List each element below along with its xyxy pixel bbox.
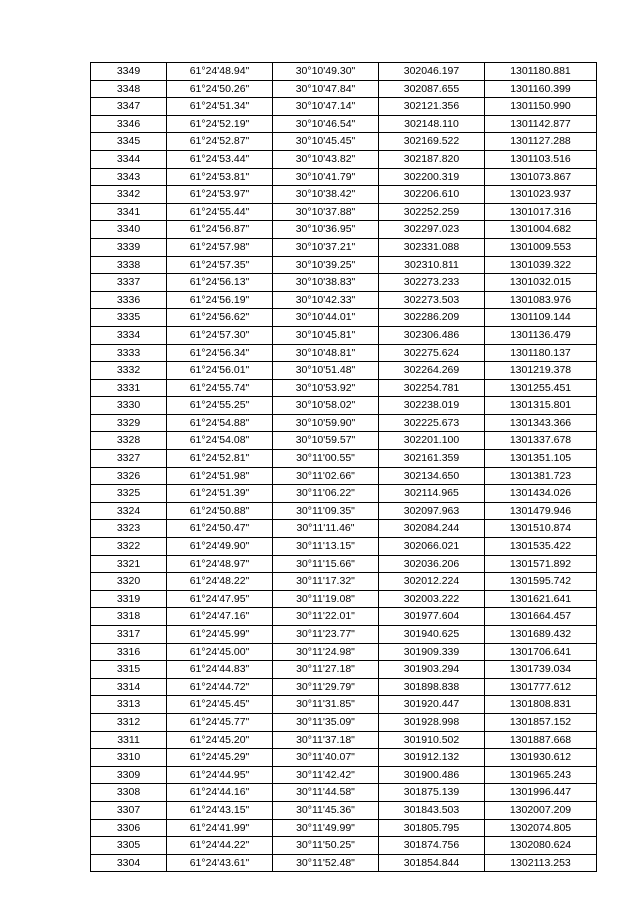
y-coordinate-cell: 1301160.399 bbox=[485, 80, 597, 98]
table-row bbox=[91, 150, 597, 168]
longitude-cell: 30°10'49.30" bbox=[273, 63, 379, 81]
y-coordinate-cell: 1301887.668 bbox=[485, 731, 597, 749]
longitude-cell: 30°11'09.35" bbox=[273, 502, 379, 520]
point-number-cell: 3322 bbox=[91, 538, 167, 556]
longitude-cell: 30°11'06.22" bbox=[273, 485, 379, 503]
table-row bbox=[91, 274, 597, 292]
point-number-cell: 3310 bbox=[91, 749, 167, 767]
latitude-cell: 61°24'56.01" bbox=[167, 362, 273, 380]
longitude-cell: 30°10'47.14" bbox=[273, 98, 379, 116]
table-row bbox=[91, 854, 597, 872]
longitude-cell: 30°11'50.25" bbox=[273, 837, 379, 855]
y-coordinate-cell: 1302074.805 bbox=[485, 819, 597, 837]
longitude-cell: 30°10'41.79" bbox=[273, 168, 379, 186]
x-coordinate-cell: 302084.244 bbox=[379, 520, 485, 538]
y-coordinate-cell: 1301571.892 bbox=[485, 555, 597, 573]
table-row bbox=[91, 379, 597, 397]
table-row bbox=[91, 326, 597, 344]
y-coordinate-cell: 1301479.946 bbox=[485, 502, 597, 520]
table-row bbox=[91, 467, 597, 485]
latitude-cell: 61°24'50.47" bbox=[167, 520, 273, 538]
longitude-cell: 30°10'38.83" bbox=[273, 274, 379, 292]
x-coordinate-cell: 302297.023 bbox=[379, 221, 485, 239]
x-coordinate-cell: 302087.655 bbox=[379, 80, 485, 98]
longitude-cell: 30°11'23.77" bbox=[273, 626, 379, 644]
table-row bbox=[91, 115, 597, 133]
y-coordinate-cell: 1301180.137 bbox=[485, 344, 597, 362]
point-number-cell: 3335 bbox=[91, 309, 167, 327]
latitude-cell: 61°24'54.88" bbox=[167, 414, 273, 432]
table-row bbox=[91, 555, 597, 573]
latitude-cell: 61°24'56.13" bbox=[167, 274, 273, 292]
longitude-cell: 30°11'13.15" bbox=[273, 538, 379, 556]
x-coordinate-cell: 301977.604 bbox=[379, 608, 485, 626]
y-coordinate-cell: 1301510.874 bbox=[485, 520, 597, 538]
longitude-cell: 30°10'39.25" bbox=[273, 256, 379, 274]
point-number-cell: 3339 bbox=[91, 238, 167, 256]
longitude-cell: 30°11'11.46" bbox=[273, 520, 379, 538]
y-coordinate-cell: 1301032.015 bbox=[485, 274, 597, 292]
x-coordinate-cell: 302206.610 bbox=[379, 186, 485, 204]
point-number-cell: 3343 bbox=[91, 168, 167, 186]
longitude-cell: 30°10'37.21" bbox=[273, 238, 379, 256]
table-row bbox=[91, 309, 597, 327]
coordinates-table bbox=[90, 62, 597, 872]
point-number-cell: 3314 bbox=[91, 678, 167, 696]
latitude-cell: 61°24'51.98" bbox=[167, 467, 273, 485]
longitude-cell: 30°11'15.66" bbox=[273, 555, 379, 573]
latitude-cell: 61°24'45.45" bbox=[167, 696, 273, 714]
y-coordinate-cell: 1301136.479 bbox=[485, 326, 597, 344]
longitude-cell: 30°10'36.95" bbox=[273, 221, 379, 239]
x-coordinate-cell: 302161.359 bbox=[379, 450, 485, 468]
point-number-cell: 3319 bbox=[91, 590, 167, 608]
x-coordinate-cell: 302148.110 bbox=[379, 115, 485, 133]
latitude-cell: 61°24'52.87" bbox=[167, 133, 273, 151]
latitude-cell: 61°24'53.44" bbox=[167, 150, 273, 168]
table-row bbox=[91, 713, 597, 731]
x-coordinate-cell: 302134.650 bbox=[379, 467, 485, 485]
point-number-cell: 3342 bbox=[91, 186, 167, 204]
longitude-cell: 30°11'45.36" bbox=[273, 801, 379, 819]
point-number-cell: 3309 bbox=[91, 766, 167, 784]
latitude-cell: 61°24'55.44" bbox=[167, 203, 273, 221]
table-row bbox=[91, 749, 597, 767]
x-coordinate-cell: 302097.963 bbox=[379, 502, 485, 520]
x-coordinate-cell: 301875.139 bbox=[379, 784, 485, 802]
point-number-cell: 3324 bbox=[91, 502, 167, 520]
longitude-cell: 30°10'43.82" bbox=[273, 150, 379, 168]
longitude-cell: 30°11'49.99" bbox=[273, 819, 379, 837]
y-coordinate-cell: 1301857.152 bbox=[485, 713, 597, 731]
y-coordinate-cell: 1301808.831 bbox=[485, 696, 597, 714]
x-coordinate-cell: 302187.820 bbox=[379, 150, 485, 168]
x-coordinate-cell: 302036.206 bbox=[379, 555, 485, 573]
y-coordinate-cell: 1301621.641 bbox=[485, 590, 597, 608]
table-row bbox=[91, 590, 597, 608]
longitude-cell: 30°10'51.48" bbox=[273, 362, 379, 380]
latitude-cell: 61°24'53.97" bbox=[167, 186, 273, 204]
x-coordinate-cell: 301928.998 bbox=[379, 713, 485, 731]
y-coordinate-cell: 1301996.447 bbox=[485, 784, 597, 802]
longitude-cell: 30°11'22.01" bbox=[273, 608, 379, 626]
y-coordinate-cell: 1301180.881 bbox=[485, 63, 597, 81]
y-coordinate-cell: 1302080.624 bbox=[485, 837, 597, 855]
y-coordinate-cell: 1301965.243 bbox=[485, 766, 597, 784]
latitude-cell: 61°24'43.15" bbox=[167, 801, 273, 819]
point-number-cell: 3341 bbox=[91, 203, 167, 221]
table-row bbox=[91, 661, 597, 679]
y-coordinate-cell: 1301689.432 bbox=[485, 626, 597, 644]
latitude-cell: 61°24'55.25" bbox=[167, 397, 273, 415]
y-coordinate-cell: 1301930.612 bbox=[485, 749, 597, 767]
latitude-cell: 61°24'48.94" bbox=[167, 63, 273, 81]
x-coordinate-cell: 301909.339 bbox=[379, 643, 485, 661]
table-row bbox=[91, 608, 597, 626]
x-coordinate-cell: 302238.019 bbox=[379, 397, 485, 415]
y-coordinate-cell: 1301434.026 bbox=[485, 485, 597, 503]
latitude-cell: 61°24'56.34" bbox=[167, 344, 273, 362]
longitude-cell: 30°10'47.84" bbox=[273, 80, 379, 98]
point-number-cell: 3321 bbox=[91, 555, 167, 573]
point-number-cell: 3318 bbox=[91, 608, 167, 626]
x-coordinate-cell: 302273.233 bbox=[379, 274, 485, 292]
longitude-cell: 30°11'52.48" bbox=[273, 854, 379, 872]
y-coordinate-cell: 1301039.322 bbox=[485, 256, 597, 274]
point-number-cell: 3336 bbox=[91, 291, 167, 309]
point-number-cell: 3307 bbox=[91, 801, 167, 819]
x-coordinate-cell: 302310.811 bbox=[379, 256, 485, 274]
x-coordinate-cell: 302225.673 bbox=[379, 414, 485, 432]
table-row bbox=[91, 538, 597, 556]
point-number-cell: 3313 bbox=[91, 696, 167, 714]
latitude-cell: 61°24'52.19" bbox=[167, 115, 273, 133]
y-coordinate-cell: 1301777.612 bbox=[485, 678, 597, 696]
longitude-cell: 30°10'38.42" bbox=[273, 186, 379, 204]
table-row bbox=[91, 238, 597, 256]
point-number-cell: 3325 bbox=[91, 485, 167, 503]
y-coordinate-cell: 1301664.457 bbox=[485, 608, 597, 626]
y-coordinate-cell: 1301255.451 bbox=[485, 379, 597, 397]
y-coordinate-cell: 1301343.366 bbox=[485, 414, 597, 432]
point-number-cell: 3349 bbox=[91, 63, 167, 81]
coordinates-table-body bbox=[91, 63, 597, 872]
latitude-cell: 61°24'53.81" bbox=[167, 168, 273, 186]
y-coordinate-cell: 1301706.641 bbox=[485, 643, 597, 661]
longitude-cell: 30°10'59.57" bbox=[273, 432, 379, 450]
y-coordinate-cell: 1301219.378 bbox=[485, 362, 597, 380]
table-row bbox=[91, 450, 597, 468]
x-coordinate-cell: 301898.838 bbox=[379, 678, 485, 696]
longitude-cell: 30°11'37.18" bbox=[273, 731, 379, 749]
point-number-cell: 3311 bbox=[91, 731, 167, 749]
latitude-cell: 61°24'44.16" bbox=[167, 784, 273, 802]
point-number-cell: 3328 bbox=[91, 432, 167, 450]
longitude-cell: 30°11'29.79" bbox=[273, 678, 379, 696]
point-number-cell: 3327 bbox=[91, 450, 167, 468]
latitude-cell: 61°24'48.22" bbox=[167, 573, 273, 591]
x-coordinate-cell: 302066.021 bbox=[379, 538, 485, 556]
x-coordinate-cell: 302286.209 bbox=[379, 309, 485, 327]
longitude-cell: 30°11'40.07" bbox=[273, 749, 379, 767]
y-coordinate-cell: 1301337.678 bbox=[485, 432, 597, 450]
x-coordinate-cell: 302306.486 bbox=[379, 326, 485, 344]
point-number-cell: 3306 bbox=[91, 819, 167, 837]
longitude-cell: 30°11'42.42" bbox=[273, 766, 379, 784]
table-row bbox=[91, 837, 597, 855]
longitude-cell: 30°11'19.08" bbox=[273, 590, 379, 608]
point-number-cell: 3345 bbox=[91, 133, 167, 151]
point-number-cell: 3348 bbox=[91, 80, 167, 98]
point-number-cell: 3334 bbox=[91, 326, 167, 344]
table-row bbox=[91, 678, 597, 696]
latitude-cell: 61°24'44.95" bbox=[167, 766, 273, 784]
point-number-cell: 3317 bbox=[91, 626, 167, 644]
y-coordinate-cell: 1301351.105 bbox=[485, 450, 597, 468]
y-coordinate-cell: 1301127.288 bbox=[485, 133, 597, 151]
x-coordinate-cell: 301843.503 bbox=[379, 801, 485, 819]
x-coordinate-cell: 302273.503 bbox=[379, 291, 485, 309]
table-row bbox=[91, 80, 597, 98]
point-number-cell: 3337 bbox=[91, 274, 167, 292]
longitude-cell: 30°10'46.54" bbox=[273, 115, 379, 133]
latitude-cell: 61°24'45.20" bbox=[167, 731, 273, 749]
table-row bbox=[91, 362, 597, 380]
point-number-cell: 3344 bbox=[91, 150, 167, 168]
point-number-cell: 3333 bbox=[91, 344, 167, 362]
latitude-cell: 61°24'45.00" bbox=[167, 643, 273, 661]
table-row bbox=[91, 819, 597, 837]
longitude-cell: 30°11'24.98" bbox=[273, 643, 379, 661]
x-coordinate-cell: 301910.502 bbox=[379, 731, 485, 749]
point-number-cell: 3338 bbox=[91, 256, 167, 274]
longitude-cell: 30°11'00.55" bbox=[273, 450, 379, 468]
point-number-cell: 3304 bbox=[91, 854, 167, 872]
x-coordinate-cell: 302114.965 bbox=[379, 485, 485, 503]
x-coordinate-cell: 302121.356 bbox=[379, 98, 485, 116]
longitude-cell: 30°10'42.33" bbox=[273, 291, 379, 309]
latitude-cell: 61°24'50.88" bbox=[167, 502, 273, 520]
table-row bbox=[91, 133, 597, 151]
x-coordinate-cell: 301900.486 bbox=[379, 766, 485, 784]
x-coordinate-cell: 302252.259 bbox=[379, 203, 485, 221]
y-coordinate-cell: 1301017.316 bbox=[485, 203, 597, 221]
latitude-cell: 61°24'57.98" bbox=[167, 238, 273, 256]
y-coordinate-cell: 1301739.034 bbox=[485, 661, 597, 679]
x-coordinate-cell: 301903.294 bbox=[379, 661, 485, 679]
table-row bbox=[91, 731, 597, 749]
x-coordinate-cell: 302201.100 bbox=[379, 432, 485, 450]
point-number-cell: 3312 bbox=[91, 713, 167, 731]
y-coordinate-cell: 1301535.422 bbox=[485, 538, 597, 556]
x-coordinate-cell: 302003.222 bbox=[379, 590, 485, 608]
point-number-cell: 3332 bbox=[91, 362, 167, 380]
point-number-cell: 3320 bbox=[91, 573, 167, 591]
latitude-cell: 61°24'48.97" bbox=[167, 555, 273, 573]
latitude-cell: 61°24'44.72" bbox=[167, 678, 273, 696]
y-coordinate-cell: 1301142.877 bbox=[485, 115, 597, 133]
x-coordinate-cell: 302200.319 bbox=[379, 168, 485, 186]
longitude-cell: 30°11'44.58" bbox=[273, 784, 379, 802]
x-coordinate-cell: 301874.756 bbox=[379, 837, 485, 855]
table-row bbox=[91, 626, 597, 644]
table-row bbox=[91, 221, 597, 239]
table-row bbox=[91, 784, 597, 802]
x-coordinate-cell: 302264.269 bbox=[379, 362, 485, 380]
y-coordinate-cell: 1301004.682 bbox=[485, 221, 597, 239]
table-row bbox=[91, 186, 597, 204]
longitude-cell: 30°10'58.02" bbox=[273, 397, 379, 415]
latitude-cell: 61°24'43.61" bbox=[167, 854, 273, 872]
latitude-cell: 61°24'56.62" bbox=[167, 309, 273, 327]
point-number-cell: 3329 bbox=[91, 414, 167, 432]
table-row bbox=[91, 344, 597, 362]
table-row bbox=[91, 291, 597, 309]
latitude-cell: 61°24'50.26" bbox=[167, 80, 273, 98]
table-row bbox=[91, 63, 597, 81]
table-row bbox=[91, 696, 597, 714]
x-coordinate-cell: 301854.844 bbox=[379, 854, 485, 872]
table-row bbox=[91, 414, 597, 432]
latitude-cell: 61°24'45.99" bbox=[167, 626, 273, 644]
latitude-cell: 61°24'47.16" bbox=[167, 608, 273, 626]
latitude-cell: 61°24'47.95" bbox=[167, 590, 273, 608]
table-row bbox=[91, 256, 597, 274]
x-coordinate-cell: 301912.132 bbox=[379, 749, 485, 767]
table-row bbox=[91, 520, 597, 538]
latitude-cell: 61°24'51.34" bbox=[167, 98, 273, 116]
table-row bbox=[91, 203, 597, 221]
longitude-cell: 30°10'48.81" bbox=[273, 344, 379, 362]
y-coordinate-cell: 1302007.209 bbox=[485, 801, 597, 819]
longitude-cell: 30°11'02.66" bbox=[273, 467, 379, 485]
x-coordinate-cell: 302275.624 bbox=[379, 344, 485, 362]
point-number-cell: 3326 bbox=[91, 467, 167, 485]
x-coordinate-cell: 302331.088 bbox=[379, 238, 485, 256]
longitude-cell: 30°10'37.88" bbox=[273, 203, 379, 221]
point-number-cell: 3330 bbox=[91, 397, 167, 415]
y-coordinate-cell: 1301073.867 bbox=[485, 168, 597, 186]
y-coordinate-cell: 1301009.553 bbox=[485, 238, 597, 256]
point-number-cell: 3323 bbox=[91, 520, 167, 538]
latitude-cell: 61°24'44.83" bbox=[167, 661, 273, 679]
table-row bbox=[91, 432, 597, 450]
table-row bbox=[91, 643, 597, 661]
longitude-cell: 30°10'53.92" bbox=[273, 379, 379, 397]
point-number-cell: 3315 bbox=[91, 661, 167, 679]
point-number-cell: 3347 bbox=[91, 98, 167, 116]
y-coordinate-cell: 1301109.144 bbox=[485, 309, 597, 327]
latitude-cell: 61°24'45.77" bbox=[167, 713, 273, 731]
latitude-cell: 61°24'55.74" bbox=[167, 379, 273, 397]
point-number-cell: 3305 bbox=[91, 837, 167, 855]
latitude-cell: 61°24'56.87" bbox=[167, 221, 273, 239]
table-row bbox=[91, 485, 597, 503]
y-coordinate-cell: 1301381.723 bbox=[485, 467, 597, 485]
y-coordinate-cell: 1301595.742 bbox=[485, 573, 597, 591]
latitude-cell: 61°24'49.90" bbox=[167, 538, 273, 556]
y-coordinate-cell: 1301103.516 bbox=[485, 150, 597, 168]
longitude-cell: 30°10'45.81" bbox=[273, 326, 379, 344]
longitude-cell: 30°11'35.09" bbox=[273, 713, 379, 731]
y-coordinate-cell: 1301150.990 bbox=[485, 98, 597, 116]
longitude-cell: 30°10'45.45" bbox=[273, 133, 379, 151]
latitude-cell: 61°24'54.08" bbox=[167, 432, 273, 450]
point-number-cell: 3340 bbox=[91, 221, 167, 239]
point-number-cell: 3331 bbox=[91, 379, 167, 397]
x-coordinate-cell: 301805.795 bbox=[379, 819, 485, 837]
point-number-cell: 3316 bbox=[91, 643, 167, 661]
x-coordinate-cell: 301940.625 bbox=[379, 626, 485, 644]
table-row bbox=[91, 397, 597, 415]
longitude-cell: 30°11'27.18" bbox=[273, 661, 379, 679]
x-coordinate-cell: 302254.781 bbox=[379, 379, 485, 397]
point-number-cell: 3346 bbox=[91, 115, 167, 133]
latitude-cell: 61°24'41.99" bbox=[167, 819, 273, 837]
latitude-cell: 61°24'57.35" bbox=[167, 256, 273, 274]
y-coordinate-cell: 1301023.937 bbox=[485, 186, 597, 204]
latitude-cell: 61°24'45.29" bbox=[167, 749, 273, 767]
longitude-cell: 30°11'17.32" bbox=[273, 573, 379, 591]
y-coordinate-cell: 1301083.976 bbox=[485, 291, 597, 309]
latitude-cell: 61°24'56.19" bbox=[167, 291, 273, 309]
x-coordinate-cell: 302046.197 bbox=[379, 63, 485, 81]
longitude-cell: 30°10'44.01" bbox=[273, 309, 379, 327]
table-row bbox=[91, 168, 597, 186]
x-coordinate-cell: 302012.224 bbox=[379, 573, 485, 591]
latitude-cell: 61°24'57.30" bbox=[167, 326, 273, 344]
x-coordinate-cell: 302169.522 bbox=[379, 133, 485, 151]
point-number-cell: 3308 bbox=[91, 784, 167, 802]
table-row bbox=[91, 573, 597, 591]
table-row bbox=[91, 766, 597, 784]
latitude-cell: 61°24'52.81" bbox=[167, 450, 273, 468]
x-coordinate-cell: 301920.447 bbox=[379, 696, 485, 714]
longitude-cell: 30°10'59.90" bbox=[273, 414, 379, 432]
y-coordinate-cell: 1302113.253 bbox=[485, 854, 597, 872]
latitude-cell: 61°24'44.22" bbox=[167, 837, 273, 855]
longitude-cell: 30°11'31.85" bbox=[273, 696, 379, 714]
table-row bbox=[91, 502, 597, 520]
latitude-cell: 61°24'51.39" bbox=[167, 485, 273, 503]
table-row bbox=[91, 98, 597, 116]
table-row bbox=[91, 801, 597, 819]
y-coordinate-cell: 1301315.801 bbox=[485, 397, 597, 415]
